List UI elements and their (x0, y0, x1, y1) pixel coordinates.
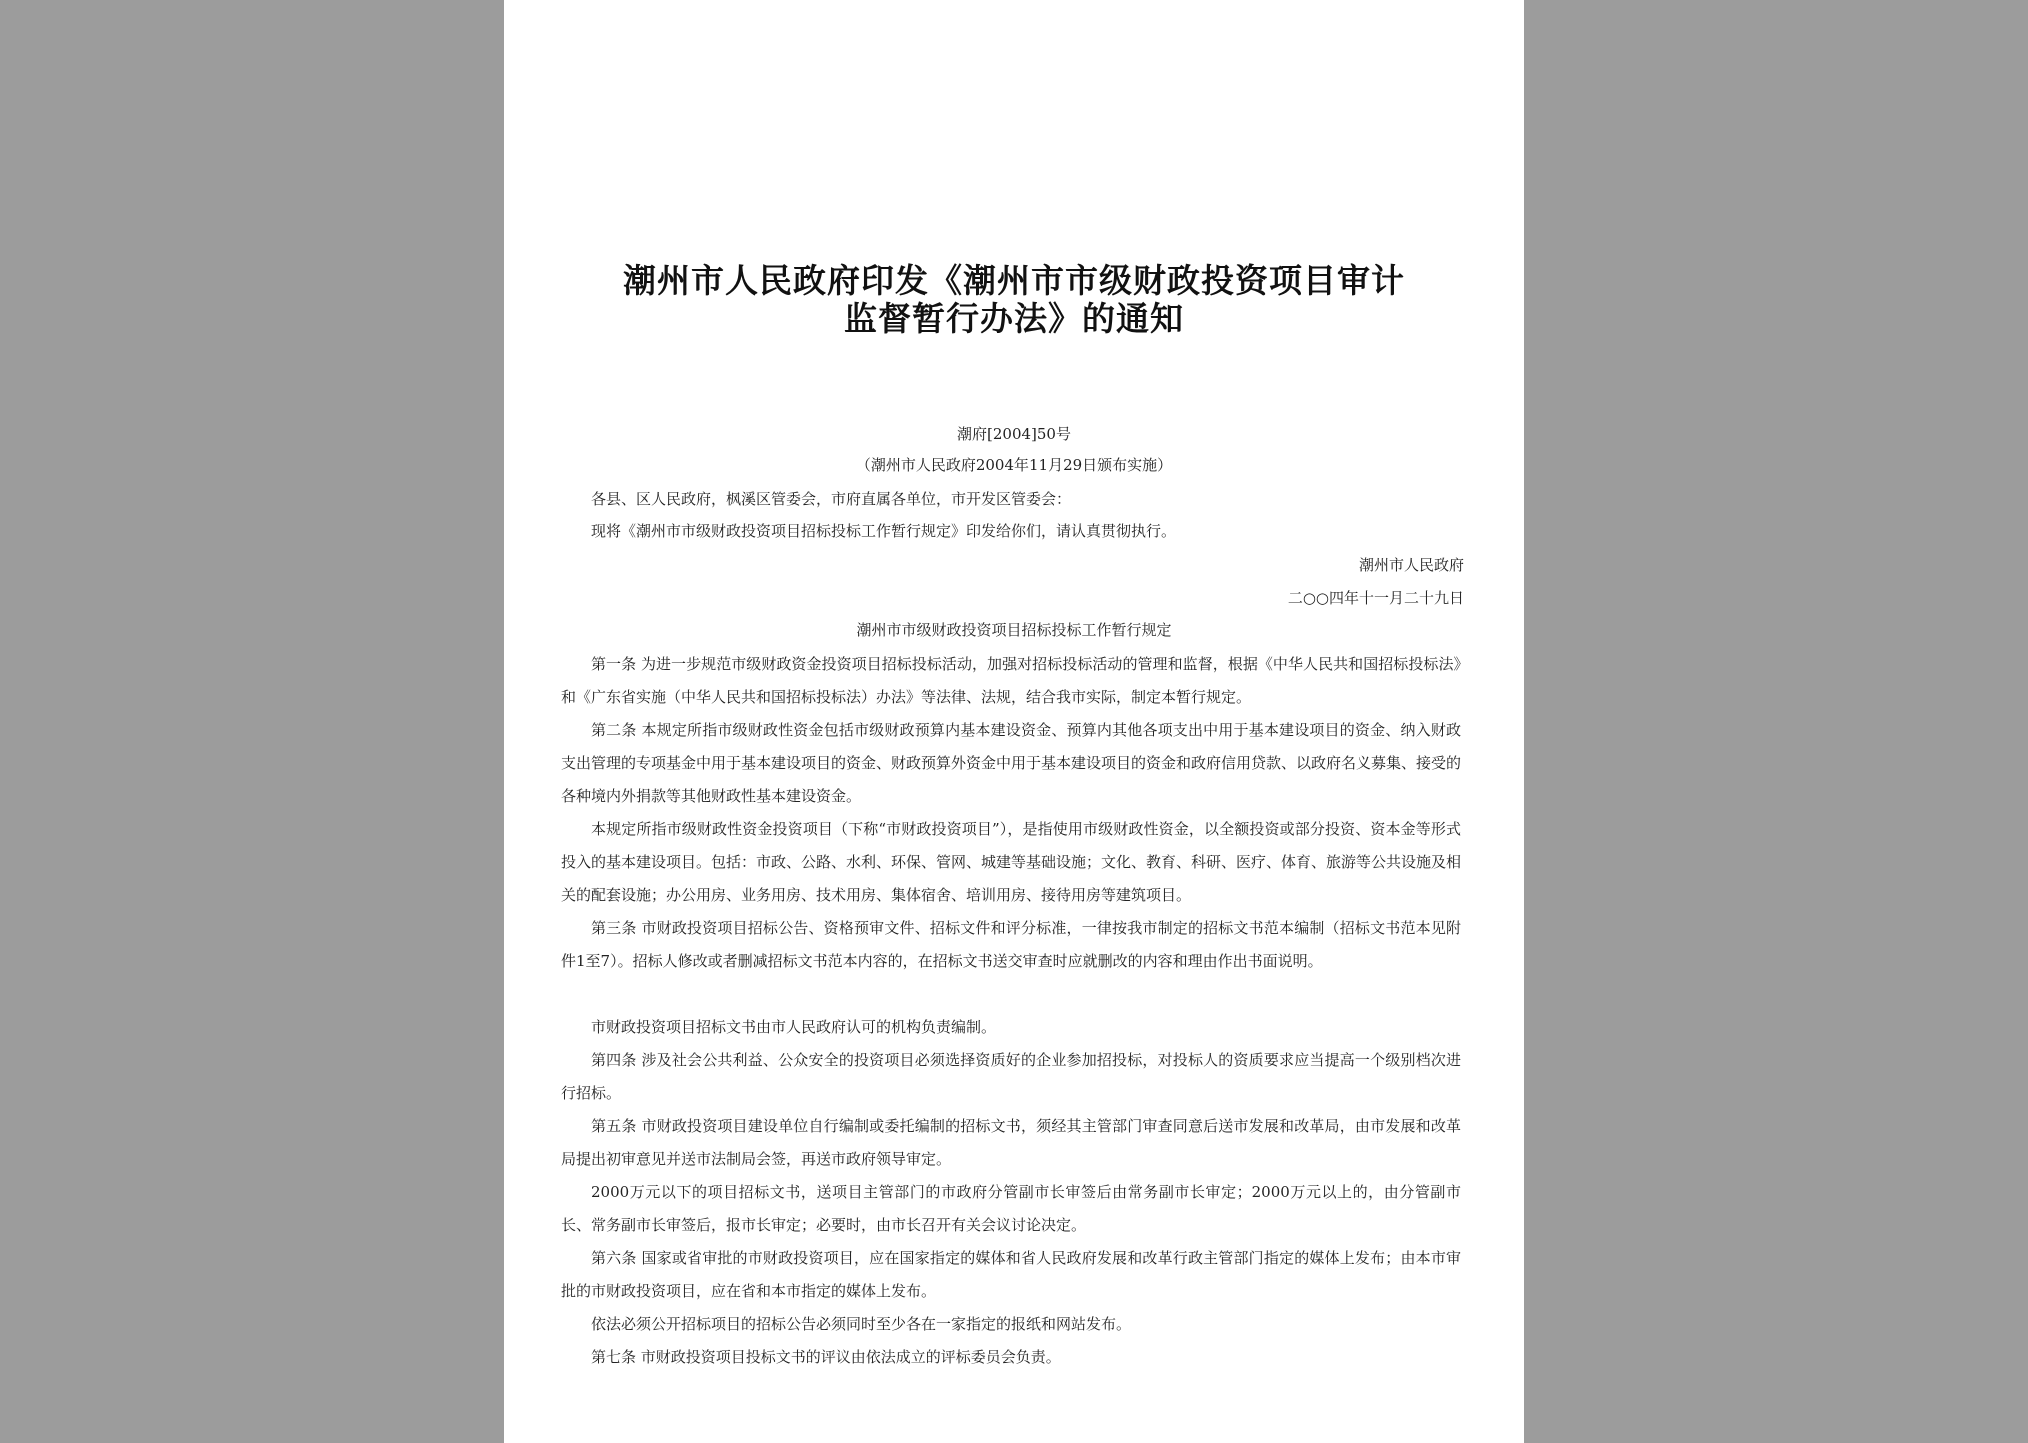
article-5: 第五条 市财政投资项目建设单位自行编制或委托编制的招标文书，须经其主管部门审查同意后送市发展和改革局，由市发展和改革局提出初审意见并送市法制局会签，再送市政府领导审定。 (561, 1117, 1461, 1168)
article-3: 第三条 市财政投资项目招标公告、资格预审文件、招标文件和评分标准，一律按我市制定的招标文书范本编制（招标文书范本见附件1至7）。招标人修改或者删减招标文书范本内容的，在招标文书送交审查时应就删改的内容和理由作出书面说明。 (561, 919, 1461, 970)
article-4: 第四条 涉及社会公共利益、公众安全的投资项目必须选择资质好的企业参加招投标，对投标人的资质要求应当提高一个级别档次进行招标。 (561, 1051, 1461, 1102)
document-number: 潮府[2004]50号 (957, 425, 1071, 443)
article-3-paragraph-2: 市财政投资项目招标文书由市人民政府认可的机构负责编制。 (591, 1018, 997, 1036)
issue-note: （潮州市人民政府2004年11月29日颁布实施） (855, 456, 1173, 474)
signature-date: 二○○四年十一月二十九日 (1287, 589, 1464, 607)
regulation-title: 潮州市市级财政投资项目招标投标工作暂行规定 (856, 621, 1172, 639)
signature-org: 潮州市人民政府 (1358, 556, 1464, 574)
article-5-paragraph-2: 2000万元以下的项目招标文书，送项目主管部门的市政府分管副市长审签后由常务副市长审定；2000万元以上的，由分管副市长、常务副市长审签后，报市长审定；必要时，由市长召开有关会议讨论决定。 (561, 1183, 1461, 1234)
document-title-line-1: 潮州市人民政府印发《潮州市市级财政投资项目审计 (623, 261, 1405, 300)
document-page (504, 0, 1524, 1443)
document-title (504, 262, 1524, 338)
article-6: 第六条 国家或省审批的市财政投资项目，应在国家指定的媒体和省人民政府发展和改革行政主管部门指定的媒体上发布；由本市审批的市财政投资项目，应在省和本市指定的媒体上发布。 (561, 1249, 1461, 1300)
article-1: 第一条 为进一步规范市级财政资金投资项目招标投标活动，加强对招标投标活动的管理和监督，根据《中华人民共和国招标投标法》和《广东省实施（中华人民共和国招标投标法）办法》等法律、法规，结合我市实际，制定本暂行规定。 (561, 655, 1461, 706)
notice-body: 现将《潮州市市级财政投资项目招标投标工作暂行规定》印发给你们，请认真贯彻执行。 (591, 522, 1177, 540)
article-2-paragraph-2: 本规定所指市级财政性资金投资项目（下称“市财政投资项目”），是指使用市级财政性资金，以全额投资或部分投资、资本金等形式投入的基本建设项目。包括：市政、公路、水利、环保、管网、城建等基础设施；文化、教育、科研、医疗、体育、旅游等公共设施及相关的配套设施；办公用房、业务用房、技术用房、集体宿舍、培训用房、接待用房等建筑项目。 (561, 820, 1462, 904)
article-2: 第二条 本规定所指市级财政性资金包括市级财政预算内基本建设资金、预算内其他各项支出中用于基本建设项目的资金、纳入财政支出管理的专项基金中用于基本建设项目的资金、财政预算外资金中用于基本建设项目的资金和政府信用贷款、以政府名义募集、接受的各种境内外捐款等其他财政性基本建设资金。 (561, 721, 1462, 805)
document-title-line-2: 监督暂行办法》的通知 (844, 299, 1184, 338)
article-7: 第七条 市财政投资项目投标文书的评议由依法成立的评标委员会负责。 (591, 1348, 1061, 1366)
article-6-paragraph-2: 依法必须公开招标项目的招标公告必须同时至少各在一家指定的报纸和网站发布。 (591, 1315, 1132, 1333)
addressee: 各县、区人民政府，枫溪区管委会，市府直属各单位，市开发区管委会： (591, 490, 1072, 508)
